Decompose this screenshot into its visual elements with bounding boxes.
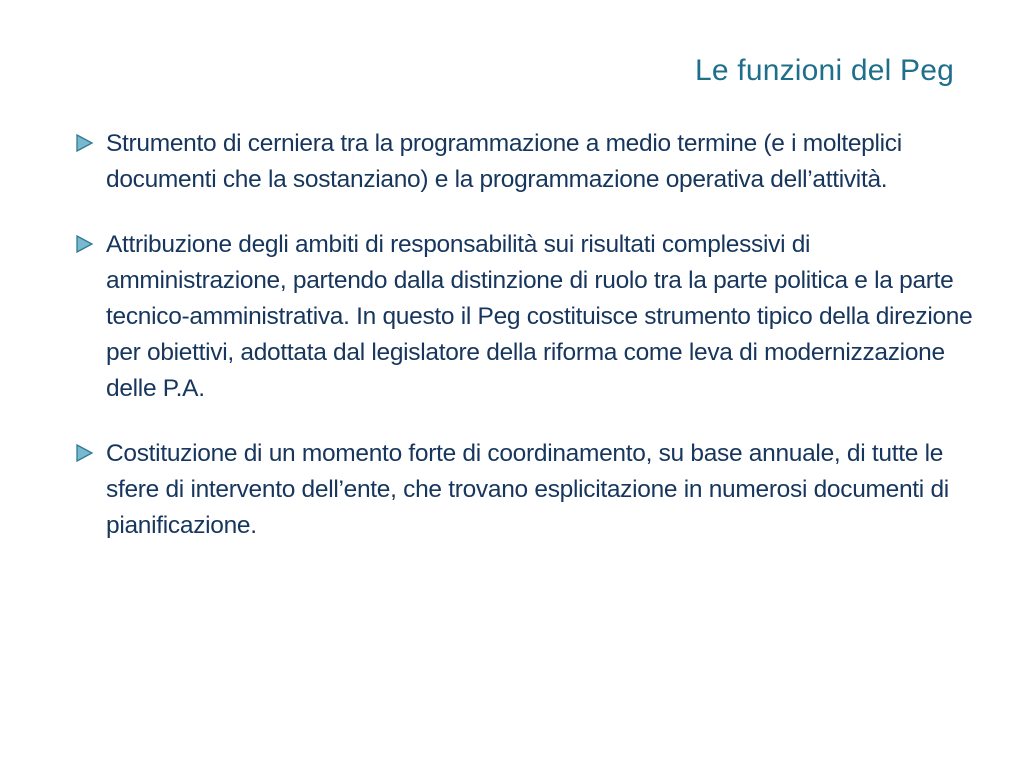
bullet-item bbox=[74, 227, 974, 407]
bullet-item bbox=[74, 436, 974, 544]
arrow-right-icon bbox=[74, 133, 94, 153]
arrow-right-icon bbox=[74, 443, 94, 463]
bullet-text: Strumento di cerniera tra la programmazione a medio termine (e i molteplici documenti che la sostanziano) e la programmazione operativa dell’attività. bbox=[106, 130, 902, 193]
bullet-text: Attribuzione degli ambiti di responsabilità sui risultati complessivi di amministrazione, partendo dalla distinzione di ruolo tra la parte politica e la parte tecnico-amministrativa. In questo il Peg costituisce strumento tipico della direzione per obiettivi, adottata dal legislatore della riforma come leva di modernizzazione delle P.A. bbox=[106, 231, 973, 402]
slide-title: Le funzioni del Peg bbox=[695, 54, 954, 87]
arrow-right-icon bbox=[74, 234, 94, 254]
bullet-text: Costituzione di un momento forte di coordinamento, su base annuale, di tutte le sfere di intervento dell’ente, che trovano esplicitazione in numerosi documenti di pianificazione. bbox=[106, 440, 949, 539]
bullet-list bbox=[74, 126, 974, 573]
bullet-item bbox=[74, 126, 974, 198]
